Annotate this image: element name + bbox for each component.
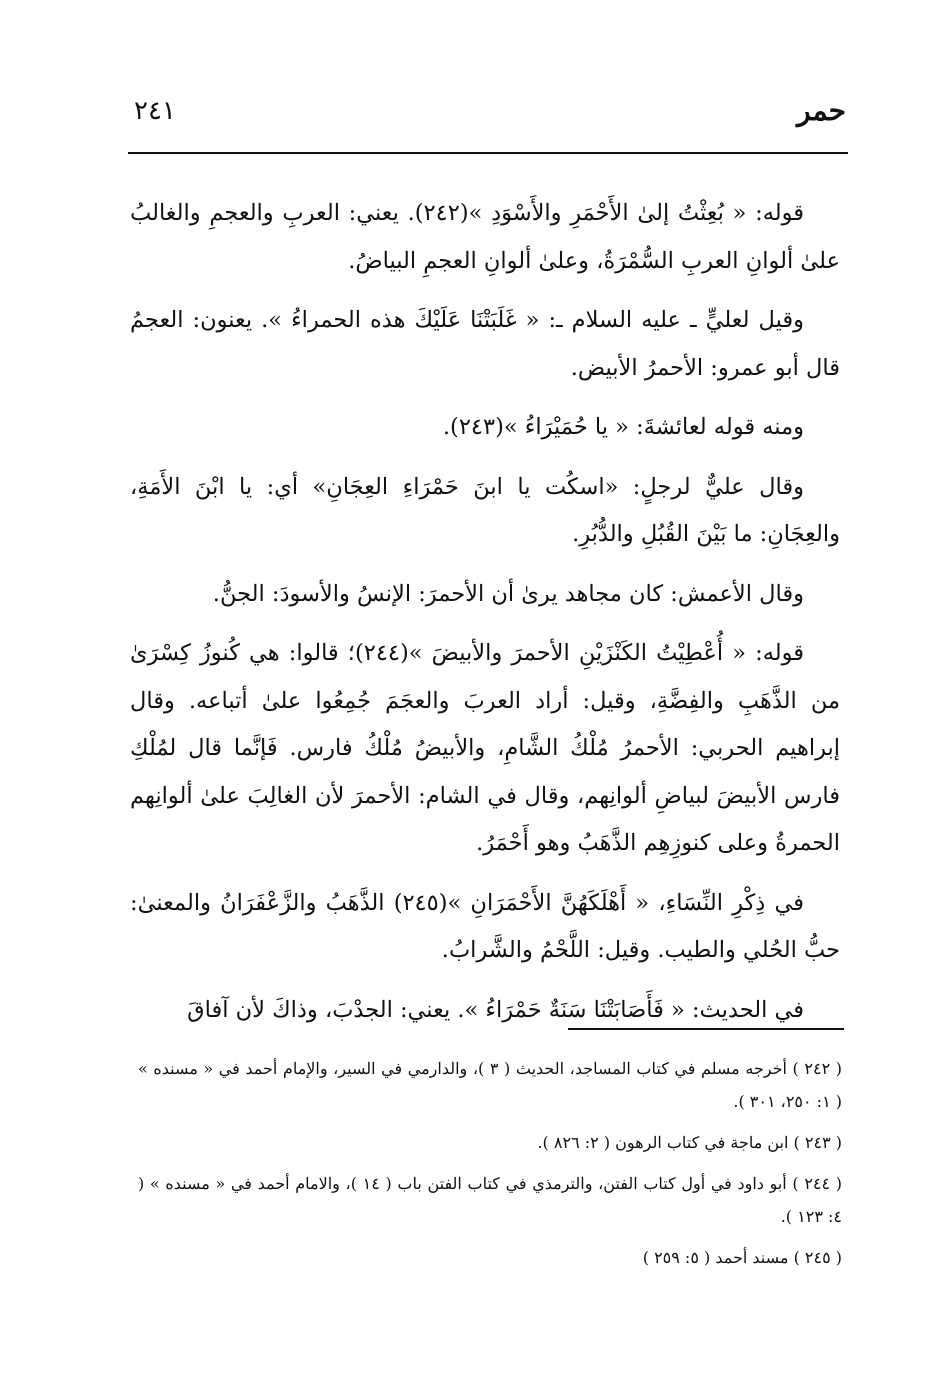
- header-divider: [128, 152, 848, 154]
- footnote: ( ٢٤٥ ) مسند أحمد ( ٥: ٢٥٩ ): [642, 1248, 842, 1267]
- footnote: ( ٢٤٢ ) أخرجه مسلم في كتاب المساجد، الحديث ( ٣ )، والدارمي في السير، والإمام أحمد في « مسنده » ( ١: ٢٥٠، ٣٠١ ).: [138, 1059, 843, 1111]
- running-head: حمر: [797, 94, 846, 127]
- footnote-divider: [568, 1028, 844, 1030]
- footnote: ( ٢٤٤ ) أبو داود في أول كتاب الفتن، والترمذي في كتاب الفتن باب ( ١٤ )، والامام أحمد في « مسنده » ( ٤: ١٢٣ ).: [138, 1174, 843, 1226]
- paragraph: وقيل لعليٍّ ـ عليه السلام ـ: « غَلَبَتْنَا عَلَيْكَ هذه الحمراءُ ». يعنون: العجمُ قال أبو عمرو: الأحمرُ الأبيض.: [130, 307, 840, 381]
- paragraph: ومنه قوله لعائشةَ: « يا حُمَيْرَاءُ »(٢٤٣).: [442, 414, 804, 440]
- footnote: ( ٢٤٣ ) ابن ماجة في كتاب الرهون ( ٢: ٨٢٦ ).: [537, 1133, 842, 1152]
- paragraph: وقال الأعمش: كان مجاهد يرىٰ أن الأحمرَ: الإنسُ والأسودَ: الجنُّ.: [212, 580, 804, 607]
- main-text: [130, 190, 840, 1034]
- paragraph: وقال عليٌّ لرجلٍ: «اسكُت يا ابنَ حَمْرَاءِ العِجَانِ» أي: يا ابْنَ الأَمَةِ، والعِجَانِ: ما بَيْنَ القُبُلِ والدُّبُرِ.: [130, 473, 840, 547]
- paragraph: قوله: « أُعْطِيْتُ الكَنْزَيْنِ الأحمرَ والأبيضَ »(٢٤٤)؛ قالوا: هي كُنوزُ كِسْرَىٰ من الذَّهَبِ والفِضَّةِ، وقيل: أراد العربَ والعجَمَ جُمِعُوا علىٰ أتباعه. وقال إبراهيم الحربي: الأحمرُ مُلْكُ الشَّامِ، والأبيضُ مُلْكُ فارس. فَإنَّما قال لمُلْكِ فارس الأبيضَ لبياضِ ألوانِهم، وقال في الشام: الأحمرَ لأن الغالِبَ علىٰ ألوانِهم الحمرةُ وعلى كنوزِهِم الذَّهَبُ وهو أَحْمَرُ.: [130, 640, 840, 856]
- paragraph: قوله: « بُعِثْتُ إلىٰ الأَحْمَرِ والأَسْوَدِ »(٢٤٢). يعني: العربِ والعجمِ والغالبُ علىٰ ألوانِ العربِ السُّمْرَةُ، وعلىٰ ألوانِ العجمِ البياضُ.: [130, 200, 840, 274]
- page-header: [128, 92, 848, 142]
- paragraph: في الحديث: « فَأَصَابَتْنَا سَنَةٌ حَمْرَاءُ ». يعني: الجدْبَ، وذاكَ لأن آفاقَ: [187, 996, 804, 1023]
- page-number: ٢٤١: [134, 96, 176, 126]
- paragraph: في ذِكْرِ النِّسَاءِ، « أَهْلَكَهُنَّ الأَحْمَرَانِ »(٢٤٥) الذَّهَبُ والزَّعْفَرَانُ والمعنىٰ: حبُّ الحُلي والطيب. وقيل: اللَّحْمُ والشَّرابُ.: [130, 889, 840, 963]
- footnotes: [138, 1052, 842, 1282]
